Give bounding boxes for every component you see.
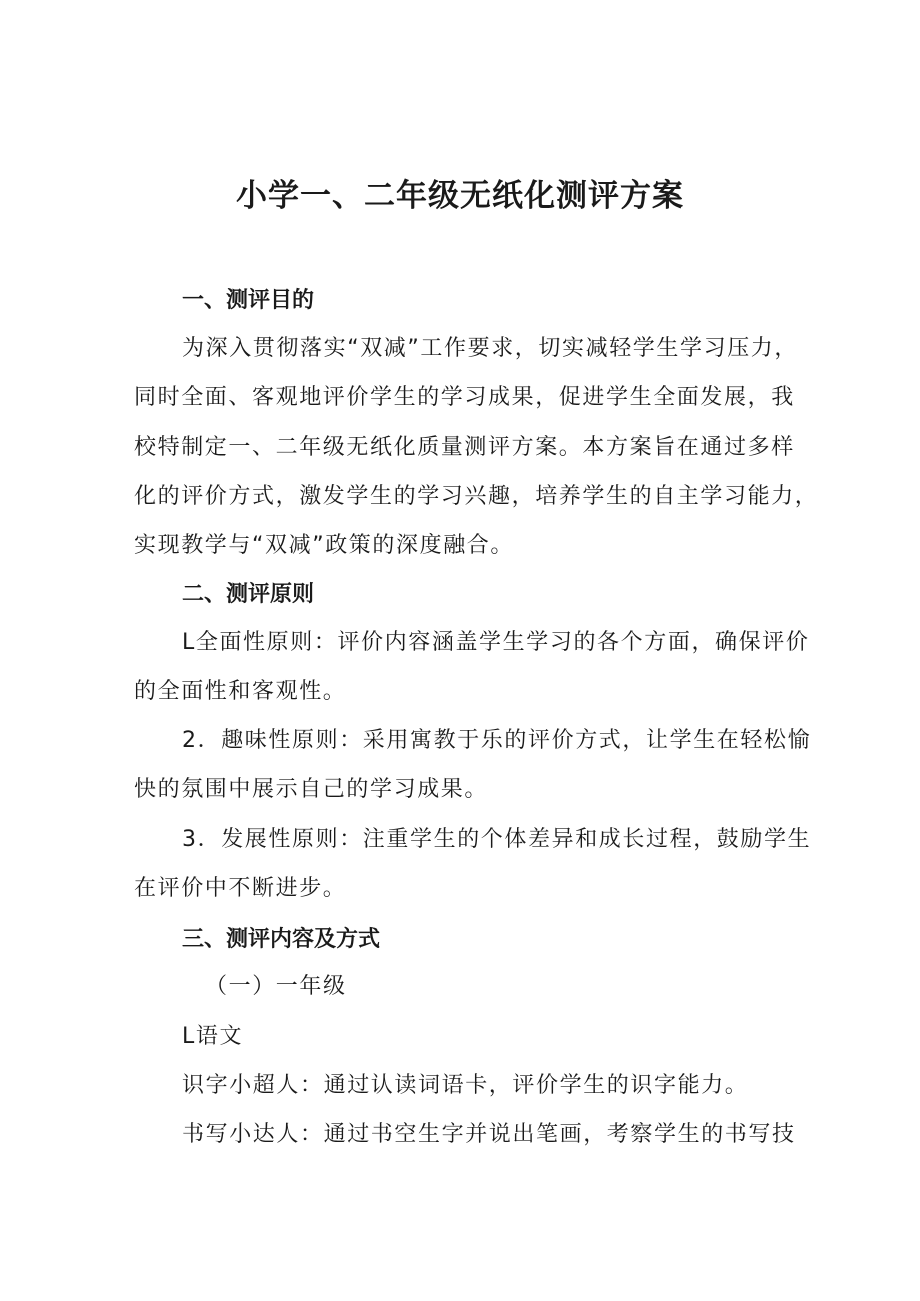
paragraph-line: 化的评价方式，激发学生的学习兴趣，培养学生的自主学习能力， [134,484,819,509]
principle-3-line: 3．发展性原则：注重学生的个体差异和成长过程，鼓励学生 [182,827,812,852]
principle-1-line: L全面性原则：评价内容涵盖学生学习的各个方面，确保评价 [182,630,810,655]
principle-2-line: 2．趣味性原则：采用寓教于乐的评价方式，让学生在轻松愉 [182,728,812,753]
list-item: 识字小超人：通过认读词语卡，评价学生的识字能力。 [182,1073,749,1098]
section-heading-content: 三、测评内容及方式 [182,927,381,952]
principle-2-line: 快的氛围中展示自己的学习成果。 [134,777,489,802]
section-heading-purpose: 一、测评目的 [182,288,315,313]
paragraph-line: 同时全面、客观地评价学生的学习成果，促进学生全面发展，我 [134,385,795,410]
subject-chinese: L语文 [182,1024,244,1049]
section-heading-principles: 二、测评原则 [182,582,315,607]
paragraph-line: 校特制定一、二年级无纸化质量测评方案。本方案旨在通过多样 [134,435,795,460]
paragraph-line: 实现教学与“双减”政策的深度融合。 [134,533,514,558]
list-item: 书写小达人：通过书空生字并说出笔画，考察学生的书写技 [182,1122,796,1147]
paragraph-line: 为深入贯彻落实“双减”工作要求，切实减轻学生学习压力， [182,336,798,361]
principle-1-line: 的全面性和客观性。 [134,679,347,704]
principle-3-line: 在评价中不断进步。 [134,876,347,901]
grade-1-subheading: （一）一年级 [205,974,347,999]
document-title: 小学一、二年级无纸化测评方案 [236,178,684,214]
